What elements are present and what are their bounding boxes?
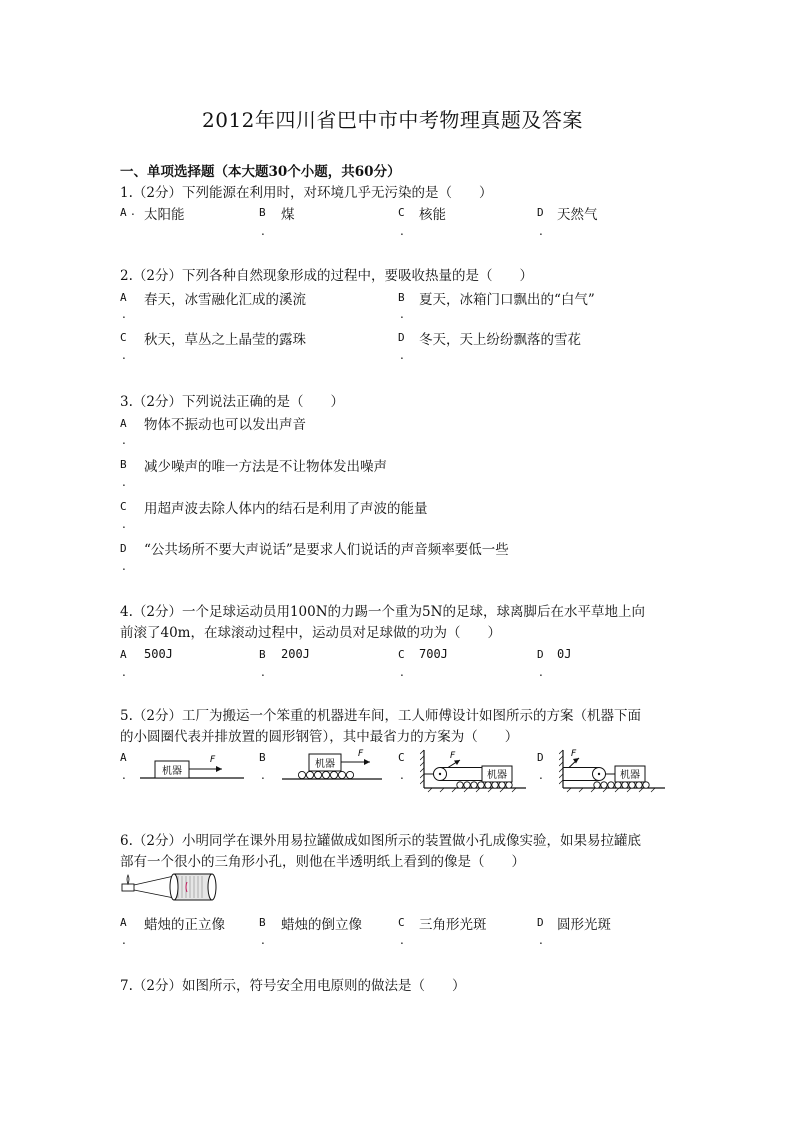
option-dot: .: [122, 665, 126, 679]
option-a-text: 500J: [144, 647, 173, 661]
option-dot: .: [261, 665, 265, 679]
option-a-text: 太阳能: [144, 207, 185, 223]
option-b-text: 煤: [281, 207, 295, 223]
option-letter: D: [537, 751, 544, 764]
question-6-stem-line2: 部有一个很小的三角形小孔，则他在半透明纸上看到的像是（ ）: [120, 854, 525, 870]
question-5-stem-line2: 的小圆圈代表并排放置的圆形钢管），其中最省力的方案为（ ）: [120, 729, 519, 745]
option-letter: A: [120, 206, 127, 219]
machine-label: 机器: [162, 766, 182, 777]
option-c-text: 秋天，草丛之上晶莹的露珠: [144, 332, 306, 348]
option-dot: .: [122, 307, 126, 321]
option-dot: .: [400, 307, 404, 321]
machine-label: 机器: [315, 759, 335, 770]
option-c-text: 700J: [419, 647, 448, 661]
option-dot: .: [400, 224, 404, 238]
option-letter: B: [259, 916, 266, 929]
option-dot: .: [122, 559, 126, 573]
pinhole-camera-figure: [118, 870, 224, 904]
force-label: F: [571, 749, 577, 759]
option-letter: C: [398, 648, 405, 661]
option-letter: A: [120, 417, 127, 430]
option-dot: .: [539, 933, 543, 947]
option-d-text: 天然气: [557, 207, 598, 223]
figure-a-diagram: [140, 750, 250, 782]
page-title: 2012年四川省巴中市中考物理真题及答案: [202, 108, 583, 132]
option-letter: C: [120, 500, 127, 513]
question-7-stem: 7.（2分）如图所示，符号安全用电原则的做法是（ ）: [120, 978, 466, 994]
option-b-text: 200J: [281, 647, 310, 661]
option-letter: B: [398, 291, 405, 304]
force-label: F: [210, 755, 216, 765]
option-c-text: 用超声波去除人体内的结石是利用了声波的能量: [144, 501, 428, 517]
option-dot: .: [261, 768, 265, 782]
option-c-text: 三角形光斑: [419, 917, 487, 933]
option-dot: .: [122, 768, 126, 782]
option-letter: A: [120, 648, 127, 661]
option-dot: .: [539, 665, 543, 679]
figure-d-diagram: [559, 748, 671, 796]
section-heading: 一、单项选择题（本大题30个小题，共60分）: [120, 164, 401, 180]
option-letter: C: [398, 206, 405, 219]
option-dot: .: [400, 665, 404, 679]
figure-b-diagram: [282, 748, 392, 782]
option-dot: .: [122, 348, 126, 362]
option-dot: .: [539, 768, 543, 782]
option-b-text: 减少噪声的唯一方法是不让物体发出噪声: [144, 459, 387, 475]
question-3-stem: 3.（2分）下列说法正确的是（ ）: [120, 394, 344, 410]
question-2-stem: 2.（2分）下列各种自然现象形成的过程中，要吸收热量的是（ ）: [120, 268, 533, 284]
option-dot: .: [122, 475, 126, 489]
question-1-stem: 1.（2分）下列能源在利用时，对环境几乎无污染的是（ ）: [120, 185, 493, 201]
option-a-text: 物体不振动也可以发出声音: [144, 417, 306, 433]
option-letter: B: [259, 206, 266, 219]
option-letter: A: [120, 916, 127, 929]
option-letter: D: [537, 916, 544, 929]
option-letter: C: [398, 916, 405, 929]
option-dot: .: [400, 933, 404, 947]
option-d-text: 冬天，天上纷纷飘落的雪花: [419, 332, 581, 348]
force-label: F: [358, 749, 364, 759]
option-letter: D: [537, 648, 544, 661]
option-c-text: 核能: [419, 207, 446, 223]
option-d-text: 0J: [557, 647, 572, 661]
machine-label: 机器: [487, 770, 507, 781]
question-4-stem-line2: 前滚了40m，在球滚动过程中，运动员对足球做的功为（ ）: [120, 625, 501, 641]
option-letter: A: [120, 751, 127, 764]
option-dot: .: [122, 433, 126, 447]
option-d-text: 圆形光斑: [557, 917, 611, 933]
option-dot: .: [261, 933, 265, 947]
option-dot: .: [261, 224, 265, 238]
option-dot: .: [539, 224, 543, 238]
option-b-text: 蜡烛的倒立像: [281, 917, 362, 933]
force-label: F: [450, 751, 456, 761]
option-dot: .: [122, 933, 126, 947]
question-4-stem-line1: 4.（2分）一个足球运动员用100N的力踢一个重为5N的足球，球离脚后在水平草地上向: [120, 604, 645, 620]
option-d-text: “公共场所不要大声说话”是要求人们说话的声音频率要低一些: [144, 542, 509, 558]
option-dot: .: [400, 348, 404, 362]
option-dot: .: [122, 517, 126, 531]
option-letter: B: [120, 458, 127, 471]
question-6-stem-line1: 6.（2分）小明同学在课外用易拉罐做成如图所示的装置做小孔成像实验，如果易拉罐底: [120, 833, 641, 849]
option-b-text: 夏天，冰箱门口飘出的“白气”: [419, 292, 595, 308]
option-letter: D: [120, 542, 127, 555]
option-dot: .: [131, 204, 135, 218]
question-5-stem-line1: 5.（2分）工厂为搬运一个笨重的机器进车间，工人师傅设计如图所示的方案（机器下面: [120, 708, 641, 724]
option-letter: C: [120, 331, 127, 344]
machine-label: 机器: [620, 770, 640, 781]
figure-c-diagram: [420, 748, 532, 796]
option-letter: B: [259, 648, 266, 661]
option-dot: .: [400, 768, 404, 782]
option-letter: C: [398, 751, 405, 764]
option-letter: A: [120, 291, 127, 304]
option-letter: B: [259, 751, 266, 764]
option-letter: D: [537, 206, 544, 219]
option-a-text: 蜡烛的正立像: [144, 917, 225, 933]
option-a-text: 春天，冰雪融化汇成的溪流: [144, 292, 306, 308]
option-letter: D: [398, 331, 405, 344]
